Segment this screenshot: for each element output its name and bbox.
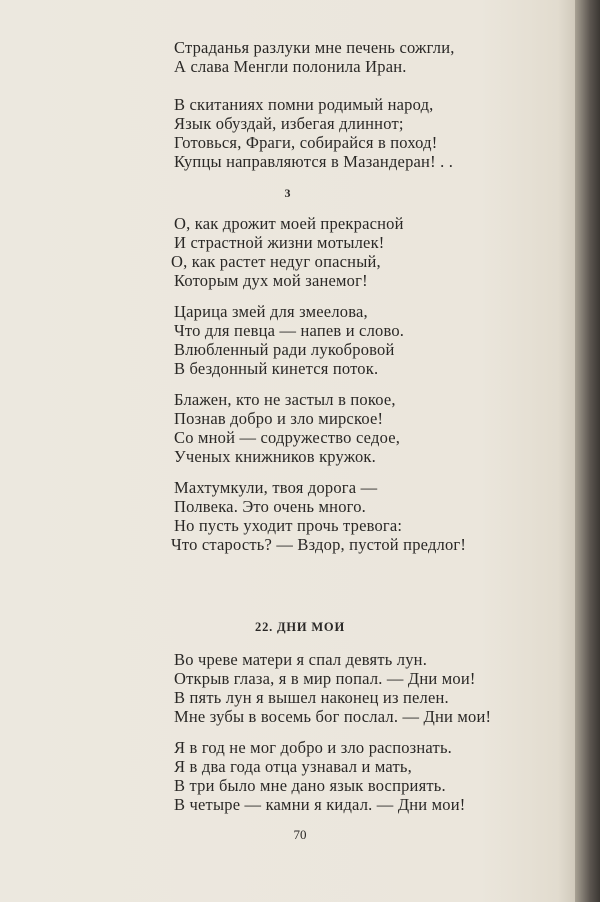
poem-line: Махтумкули, твоя дорога —	[174, 478, 378, 497]
poem-line: Но пусть уходит прочь тревога:	[174, 516, 403, 535]
section-number: 3	[284, 186, 291, 200]
poem-line: Страданья разлуки мне печень сожгли,	[174, 38, 455, 57]
book-spine-shadow	[575, 0, 600, 902]
poem-line: О, как растет недуг опасный,	[171, 252, 381, 271]
poem-line: Блажен, кто не застыл в покое,	[174, 390, 396, 409]
poem-line: Познав добро и зло мирское!	[174, 409, 384, 428]
poem-line: Со мной — содружество седое,	[174, 428, 401, 447]
poem-line: В скитаниях помни родимый народ,	[174, 95, 434, 114]
poem-line: В бездонный кинется поток.	[174, 359, 379, 378]
poem-line: Я в два года отца узнавал и мать,	[174, 757, 412, 776]
poem-line: Во чреве матери я спал девять лун.	[174, 650, 428, 669]
poem-line: Которым дух мой занемог!	[174, 271, 368, 290]
poem-line: Ученых книжников кружок.	[174, 447, 376, 466]
poem-line: Царица змей для змеелова,	[174, 302, 368, 321]
poem-line: Я в год не мог добро и зло распознать.	[174, 738, 452, 757]
poem-line: Мне зубы в восемь бог послал. — Дни мои!	[174, 707, 492, 726]
poem-line: В пять лун я вышел наконец из пелен.	[174, 688, 449, 707]
poem-line: Влюбленный ради лукобровой	[174, 340, 395, 359]
poem-line: И страстной жизни мотылек!	[174, 233, 385, 252]
poem-line: Купцы направляются в Мазандеран! . .	[174, 152, 454, 171]
poem-line: Что для певца — напев и слово.	[174, 321, 405, 340]
poem-line: Язык обуздай, избегая длиннот;	[174, 114, 404, 133]
page-number: 70	[293, 827, 307, 842]
poem-line: А слава Менгли полонила Иран.	[174, 57, 407, 76]
poem-line: В четыре — камни я кидал. — Дни мои!	[174, 795, 466, 814]
poem-line: Что старость? — Вздор, пустой предлог!	[171, 535, 467, 554]
poem-line: Открыв глаза, я в мир попал. — Дни мои!	[174, 669, 476, 688]
poem-line: О, как дрожит моей прекрасной	[174, 214, 404, 233]
poem-line: В три было мне дано язык восприять.	[174, 776, 446, 795]
poem-title: 22. ДНИ МОИ	[255, 620, 345, 634]
poem-line: Готовься, Фраги, собирайся в поход!	[174, 133, 438, 152]
poem-line: Полвека. Это очень много.	[174, 497, 366, 516]
